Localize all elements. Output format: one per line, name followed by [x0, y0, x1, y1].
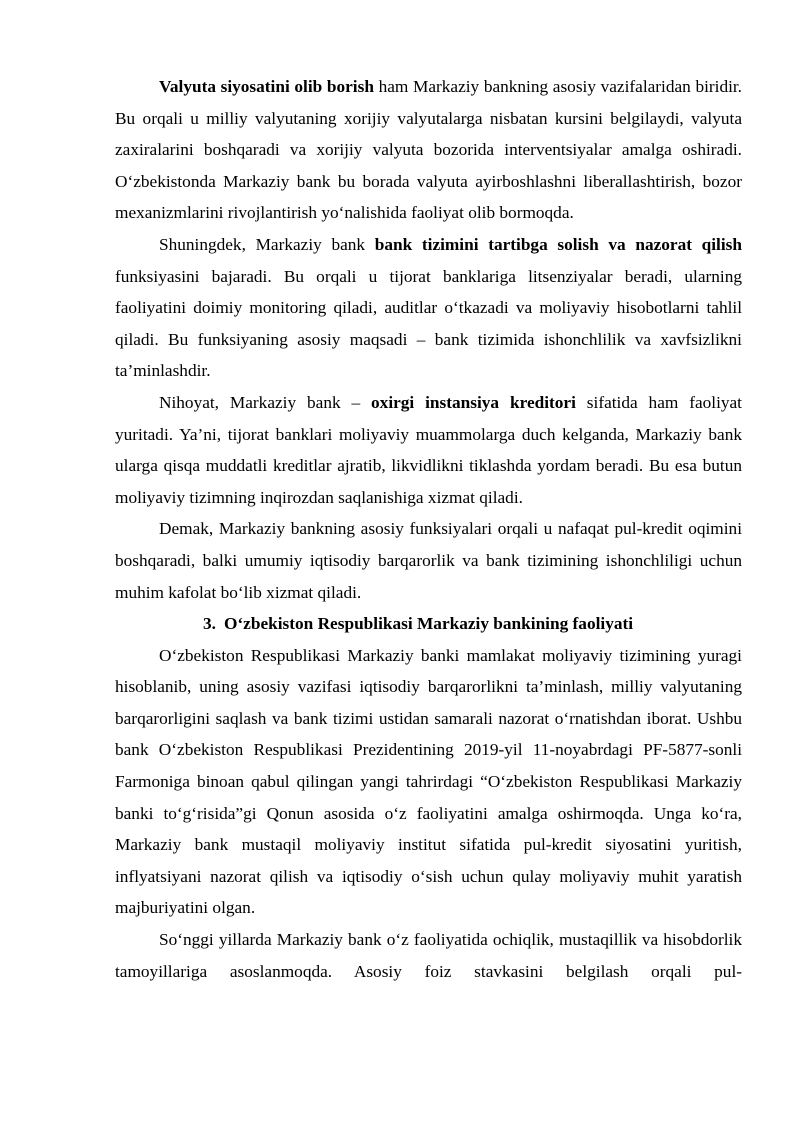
paragraph-recent-years [115, 924, 742, 987]
paragraph-text: Shuningdek, Markaziy bank [159, 234, 375, 254]
paragraph-text: ham Markaziy bankning asosiy vazifalaridan biridir. Bu orqali u milliy valyutaning xorijiy valyutalarga nisbatan kursini belgilaydi, valyuta zaxiralarini boshqaradi va xorijiy valyuta bozorida interventsiyalar amalga oshiradi. O‘zbekistonda Markaziy bank bu borada valyuta ayirboshlashni liberallashtirish, bozor mexanizmlarini rivojlantirish yo‘nalishida faoliyat olib bormoqda. [115, 77, 743, 223]
paragraph-currency-policy [115, 71, 742, 229]
section-heading [115, 608, 742, 640]
section-title: O‘zbekiston Respublikasi Markaziy bankining faoliyati [223, 614, 634, 634]
paragraph-text: sifatida ham faoliyat yuritadi. Ya’ni, tijorat banklari moliyaviy muammolarga duch kelganda, Markaziy bank ularga qisqa muddatli kreditlar ajratib, likvidlikni tiklashda yordam beradi. Bu esa butun moliyaviy tizimning inqirozdan saqlanishiga xizmat qiladi. [115, 392, 742, 507]
paragraph-central-bank-overview [115, 640, 742, 924]
paragraph-lender-of-last-resort [115, 387, 742, 513]
paragraph-text: funksiyasini bajaradi. Bu orqali u tijorat banklariga litsenziyalar beradi, ularning faoliyatini doimiy monitoring qiladi, auditlar o‘tkazadi va moliyaviy hisobotlarni tahlil qiladi. Bu funksiyaning asosiy maqsadi – bank tizimida ishonchlilik va xavfsizlikni ta’minlashdir. [115, 266, 742, 381]
bold-term: Valyuta siyosatini olib borish [159, 77, 374, 96]
bold-term: oxirgi instansiya kreditori [371, 392, 576, 412]
paragraph-bank-supervision [115, 229, 742, 387]
paragraph-text: Demak, Markaziy bankning asosiy funksiyalari orqali u nafaqat pul-kredit oqimini boshqaradi, balki umumiy iqtisodiy barqarorlik va bank tizimining ishonchliligi uchun muhim kafolat bo‘lib xizmat qiladi. [115, 519, 742, 602]
bold-term: bank tizimini tartibga solish va nazorat qilish [374, 234, 742, 254]
paragraph-text: Nihoyat, Markaziy bank – [159, 392, 372, 412]
page-body [115, 71, 742, 987]
paragraph-conclusion [115, 513, 742, 608]
paragraph-text: O‘zbekiston Respublikasi Markaziy banki mamlakat moliyaviy tizimining yuragi hisoblanib, uning asosiy vazifasi iqtisodiy barqarorlikni ta’minlash, milliy valyutaning barqarorligini saqlash va bank tizimi ustidan samarali nazorat o‘rnatishdan iborat. Ushbu bank O‘zbekiston Respublikasi Prezidentining 2019-yil 11-noyabrdagi PF-5877-sonli Farmoniga binoan qabul qilingan yangi tahrirdagi “O‘zbekiston Respublikasi Markaziy banki to‘g‘risida”gi Qonun asosida o‘z faoliyatini amalga oshirmoqda. Unga ko‘ra, Markaziy bank mustaqil moliyaviy institut sifatida pul-kredit siyosatini yuritish, inflyatsiyani nazorat qilish va iqtisodiy o‘sish uchun qulay moliyaviy muhit yaratish majburiyatini olgan. [115, 645, 742, 918]
paragraph-text: So‘nggi yillarda Markaziy bank o‘z faoliyatida ochiqlik, mustaqillik va hisobdorlik tamoyillariga asoslanmoqda. Asosiy foiz stavkasini belgilash orqali pul- [115, 930, 742, 981]
section-number: 3. [203, 614, 216, 634]
